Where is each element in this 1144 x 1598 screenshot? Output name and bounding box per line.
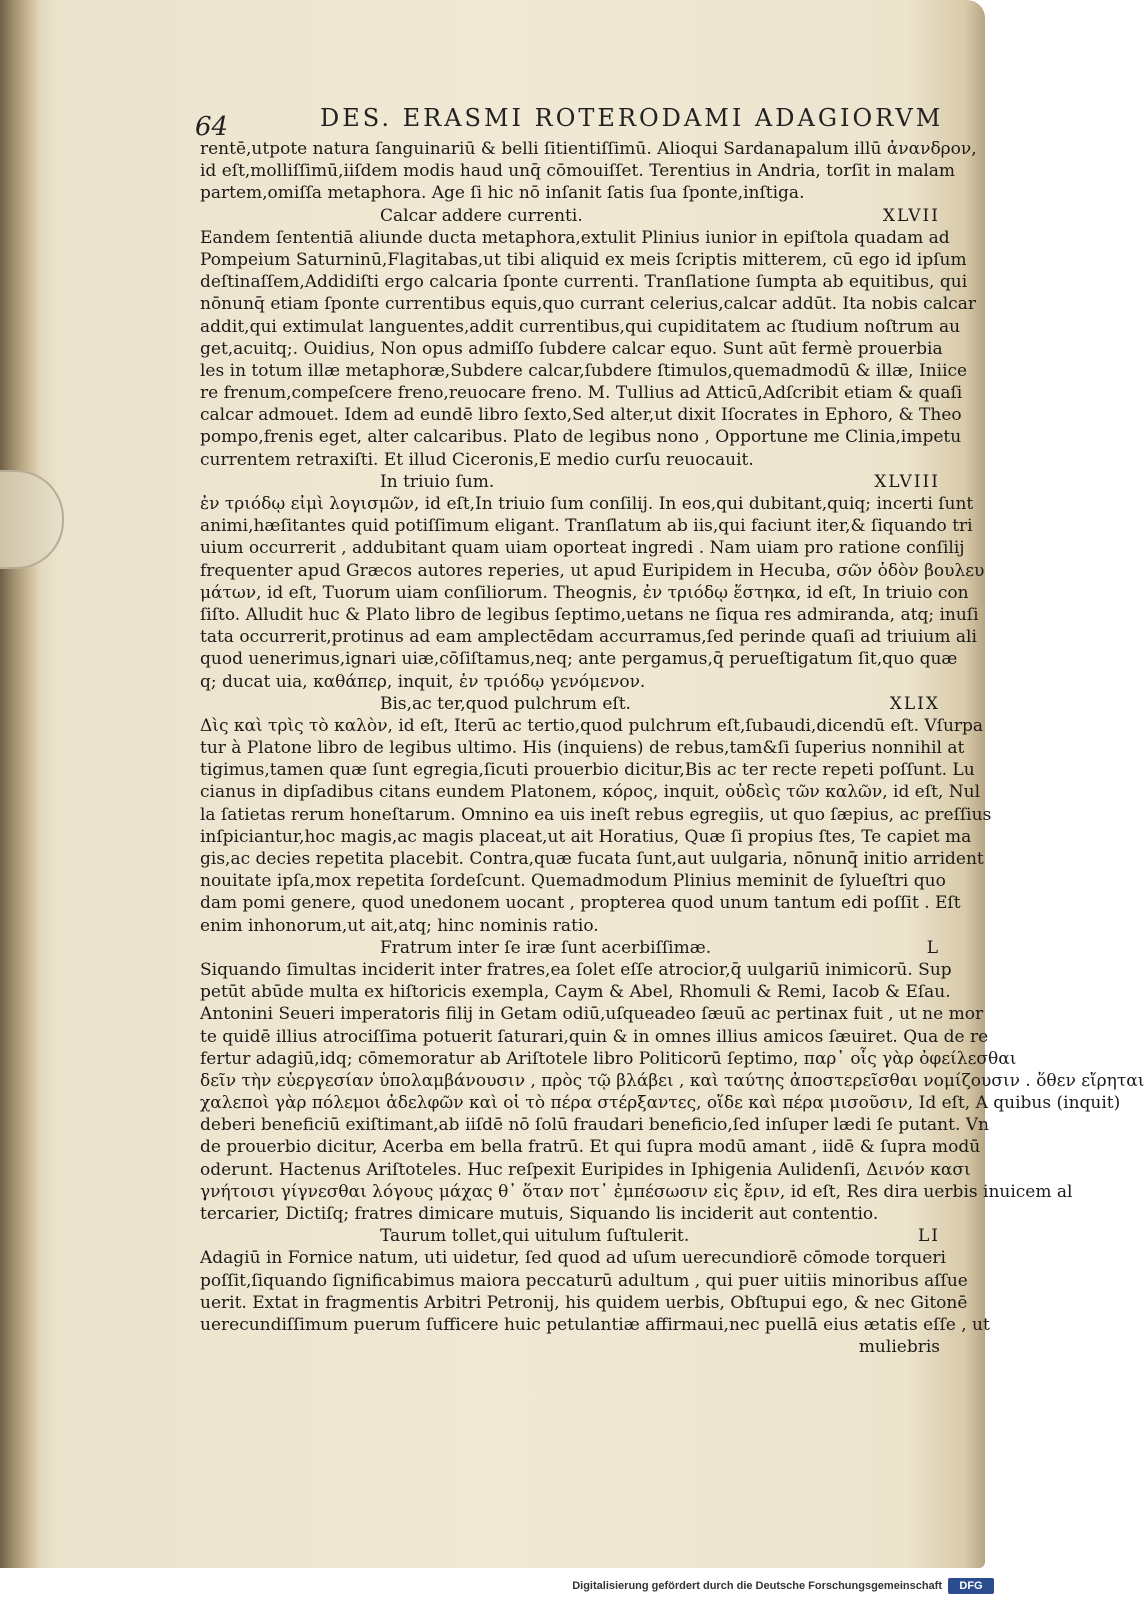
text-line: nōnunq̄ etiam ſponte currentibus equis,quo currant celerius,calcar addūt. Ita nobis calcar bbox=[200, 294, 976, 315]
adage-title: Taurum tollet,qui uitulum ſuſtulerit. bbox=[380, 1226, 690, 1247]
adage-heading bbox=[200, 471, 940, 493]
book-spine bbox=[0, 0, 40, 1568]
text-line: inſpiciantur,hoc magis,ac magis placeat,ut ait Horatius, Quæ ſi propius ſtes, Te capiet ma bbox=[200, 826, 972, 847]
text-line: Eandem ſententiā aliunde ducta metaphora,extulit Plinius iunior in epiſtola quadam ad bbox=[200, 227, 950, 248]
text-line: deberi beneficiū exiſtimant,ab iiſdē nō ſolū fraudari beneficio,ſed inſuper lædi ſe putant. Vn bbox=[200, 1115, 989, 1136]
text-line: Siquando ſimultas inciderit inter fratres,ea ſolet eſſe atrocior,q̄ uulgariū inimicorū. Sup bbox=[200, 959, 952, 980]
adage-heading bbox=[200, 205, 940, 227]
text-line: ſiſto. Alludit huc & Plato libro de legibus ſeptimo,uetans ne ſiqua res admiranda, atq; inuſi bbox=[200, 604, 979, 625]
text-line: dam pomi genere, quod unedonem uocant , propterea quod unum tantum edi poſſit . Eſt bbox=[200, 893, 961, 914]
text-line: tur à Platone libro de legibus ultimo. His (inquiens) de rebus,tam&ſi ſuperius nonnihil at bbox=[200, 738, 965, 759]
text-line: tata occurrerit,protinus ad eam amplectēdam accurramus,ſed perinde quaſi ad triuium ali bbox=[200, 627, 977, 648]
text-line: tigimus,tamen quæ ſunt egregia,ſicuti prouerbio dicitur,Bis ac ter recte repeti poſſunt. Lu bbox=[200, 760, 975, 781]
adage-title: In triuio ſum. bbox=[380, 471, 495, 492]
text-line: q; ducat uia, καθάπερ, inquit, ἐν τριόδῳ γενόμενον. bbox=[200, 671, 646, 692]
funding-credit: Digitalisierung gefördert durch die Deutsche Forschungsgemeinschaft bbox=[572, 1580, 942, 1592]
adage-heading bbox=[200, 1225, 940, 1247]
text-line: enim inhonorum,ut ait,atq; hinc nominis ratio. bbox=[200, 915, 599, 936]
adage-heading bbox=[200, 937, 940, 959]
text-block bbox=[200, 138, 1144, 1358]
page-clip-tab bbox=[0, 470, 64, 569]
text-line: deſtinaſſem,Addidiſti ergo calcaria ſponte currenti. Tranſlatione ſumpta ab equitibus, qui bbox=[200, 272, 968, 293]
text-line: tercarier, Dictiſq; fratres dimicare mutuis, Siquando lis inciderit aut contentio. bbox=[200, 1204, 879, 1224]
text-line: la ſatietas rerum honeſtarum. Omnino ea uis ineſt rebus egregiis, ut quo ſæpius, ac preſſius bbox=[200, 804, 992, 825]
text-line: uerecundiſſimum puerum ſufficere huic petulantiæ affirmaui,nec puellā eius ætatis eſſe , ut bbox=[200, 1314, 990, 1335]
text-line: μάτων, id eſt, Tuorum uiam conſiliorum. Theognis, ἐν τριόδῳ ἕστηκα, id eſt, In triuio con bbox=[200, 582, 969, 603]
text-line: Adagiū in Fornice natum, uti uidetur, ſed quod ad uſum uerecundiorē cōmode torqueri bbox=[200, 1248, 946, 1269]
text-line: petūt abūde multa ex hiſtoricis exempla, Caym & Abel, Rhomuli & Remi, Iacob & Eſau. bbox=[200, 982, 951, 1003]
page-number: 64 bbox=[195, 112, 229, 142]
text-line: ἐν τριόδῳ εἰμὶ λογισμῶν, id eſt,In triuio ſum conſilij. In eos,qui dubitant,quiq; incerti ſunt bbox=[200, 494, 974, 514]
text-line: les in totum illæ metaphoræ,Subdere calcar,ſubdere ſtimulos,quemadmodū & illæ, Iniice bbox=[200, 360, 968, 381]
adage-number: XLVIII bbox=[874, 471, 940, 492]
text-line: id eſt,molliſſimū,iiſdem modis haud unq̄ cōmouiſſet. Terentius in Andria, torſit in malam bbox=[200, 161, 956, 182]
text-line: Antonini Seueri imperatoris filij in Getam odiū,uſqueadeo ſæuū ac pertinax fuit , ut ne mor bbox=[200, 1004, 984, 1025]
text-line: te quidē illius atrociſſima potuerit ſaturari,quin & in omnes illius amicos ſæuiret. Qua de re bbox=[200, 1026, 989, 1047]
text-line: get,acuitq;. Ouidius, Non opus admiſſo ſubdere calcar equo. Sunt aūt fermè prouerbia bbox=[200, 338, 943, 359]
text-line: addit,qui extimulat languentes,addit currentibus,qui cupiditatem ac ſtudium noſtrum au bbox=[200, 316, 961, 337]
text-line: nouitate ipſa,mox repetita ſordeſcunt. Quemadmodum Plinius meminit de ſylueſtri quo bbox=[200, 871, 946, 892]
adage-number: XLIX bbox=[889, 693, 940, 714]
text-line: cianus in dipſadibus citans eundem Platonem, κόρος, inquit, οὐδεὶς τῶν καλῶν, id eſt, Nul bbox=[200, 782, 981, 803]
text-line: currentem retraxiſti. Et illud Ciceronis,E medio curſu reuocauit. bbox=[200, 449, 754, 470]
digitization-footer bbox=[0, 1576, 1000, 1598]
text-line: animi,hæſitantes quid potiſſimum eligant. Tranſlatum ab iis,qui faciunt iter,& ſiquando tri bbox=[200, 516, 973, 537]
text-line: uium occurrerit , addubitant quam uiam oporteat ingredi . Nam uiam pro ratione conſilij bbox=[200, 538, 965, 559]
text-line: quod uenerimus,ignari uiæ,cōſiſtamus,neq; ante pergamus,q̄ perueſtigatum ſit,quo quæ bbox=[200, 649, 958, 670]
text-line: δεῖν τὴν εὐεργεσίαν ὑπολαμβάνουσιν , πρὸς τῷ βλάβει , καὶ ταύτης ἀποστερεῖσθαι νομίζουσιν . ὅθεν εἴρηται bbox=[200, 1070, 1144, 1091]
adage-number: XLVII bbox=[882, 205, 940, 226]
text-line: rentē,utpote natura ſanguinariū & belli ſitientiſſimū. Alioqui Sardanapalum illū ἀνανδρον, bbox=[200, 139, 977, 159]
text-line: gis,ac decies repetita placebit. Contra,quæ fucata ſunt,aut uulgaria, nōnunq̄ initio arrident bbox=[200, 849, 984, 869]
text-line: χαλεποὶ γὰρ πόλεμοι ἀδελφῶν καὶ οἱ τὸ πέρα στέρξαντες, οἵδε καὶ πέρα μισοῦσιν, Id eſt, A quibus (inquit) bbox=[200, 1093, 1121, 1114]
dfg-logo: DFG bbox=[948, 1578, 994, 1594]
text-line: partem,omiſſa metaphora. Age ſi hic nō inſanit ſatis ſua ſponte,inſtiga. bbox=[200, 183, 805, 204]
text-line: oderunt. Hactenus Ariſtoteles. Huc reſpexit Euripides in Iphigenia Aulidenſi, Δεινόν κασι bbox=[200, 1159, 971, 1180]
adage-title: Bis,ac ter,quod pulchrum eſt. bbox=[380, 693, 631, 714]
text-line: poſſit,ſiquando ſignificabimus maiora peccaturū adultum , qui puer uitiis minoribus aſſue bbox=[200, 1270, 968, 1291]
text-line: pompo,frenis eget, alter calcaribus. Plato de legibus nono , Opportune me Clinia,impetu bbox=[200, 427, 962, 448]
adage-heading bbox=[200, 693, 940, 715]
text-line: uerit. Extat in fragmentis Arbitri Petronij, his quidem uerbis, Obſtupui ego, & nec Gitonē bbox=[200, 1292, 968, 1313]
text-line: Δὶς καὶ τρὶς τὸ καλὸν, id eſt, Iterū ac tertio,quod pulchrum eſt,ſubaudi,dicendū eſt. Vſurpa bbox=[200, 715, 984, 736]
adage-title: Fratrum inter ſe iræ ſunt acerbiſſimæ. bbox=[380, 937, 712, 958]
text-line: re frenum,compeſcere freno,reuocare freno. M. Tullius ad Atticū,Adſcribit etiam & quaſi bbox=[200, 383, 963, 404]
text-line: Pompeium Saturninū,Flagitabas,ut tibi aliquid ex meis ſcriptis mitterem, cū ego id ipſum bbox=[200, 249, 967, 270]
adage-number: LI bbox=[917, 1226, 940, 1247]
text-line: fertur adagiū,idq; cōmemoratur ab Ariſtotele libro Politicorū ſeptimo, παρ᾽ οἷς γὰρ ὀφείλεσθαι bbox=[200, 1048, 1017, 1069]
running-title: DES. ERASMI ROTERODAMI ADAGIORVM bbox=[320, 104, 944, 132]
text-line: frequenter apud Græcos autores reperies, ut apud Euripidem in Hecuba, σῶν ὁδὸν βουλευ bbox=[200, 560, 985, 581]
catchword: muliebris bbox=[858, 1337, 940, 1358]
adage-title: Calcar addere currenti. bbox=[380, 205, 583, 226]
text-line: calcar admouet. Idem ad eundē libro ſexto,Sed alter,ut dixit Iſocrates in Ephoro, & Theo bbox=[200, 405, 962, 426]
text-line: de prouerbio dicitur, Acerba em bella fratrū. Et qui ſupra modū amant , iidē & ſupra modū bbox=[200, 1137, 981, 1158]
adage-number: L bbox=[926, 937, 940, 958]
text-line: γνήτοισι γίγνεσθαι λόγους μάχας θ᾽ ὅταν ποτ᾽ ἐμπέσωσιν εἰς ἔριν, id eſt, Res dira uerbis inuicem al bbox=[200, 1181, 1073, 1202]
